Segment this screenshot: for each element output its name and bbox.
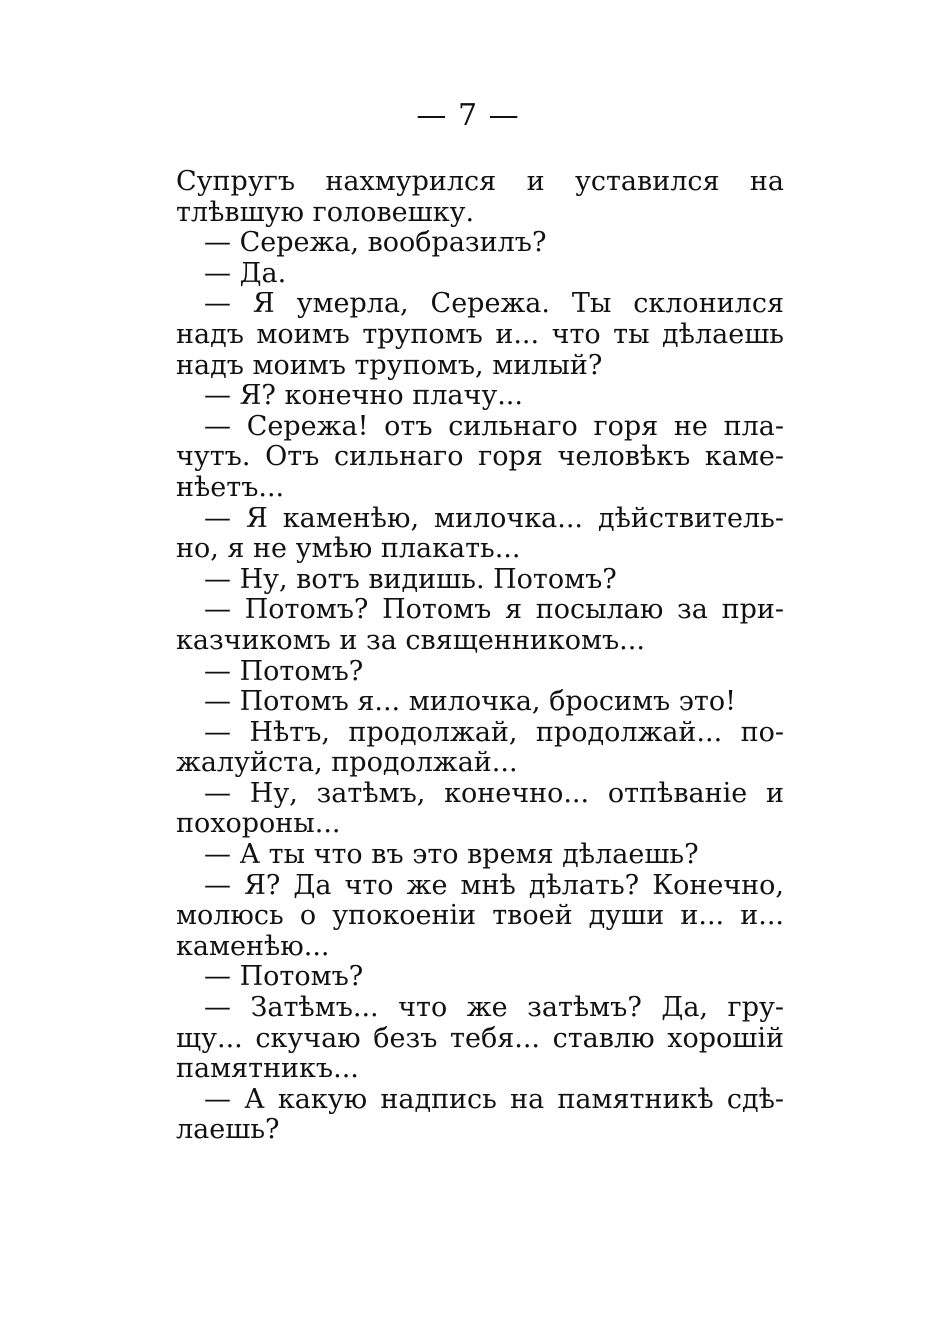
text-line: — Я умерла, Сережа. Ты склонился <box>204 288 784 320</box>
text-line: казчикомъ и за священникомъ... <box>176 624 645 656</box>
text-line: чутъ. Отъ сильнаго горя человѣкъ каме- <box>176 441 784 473</box>
text-line: нѣетъ... <box>176 471 285 503</box>
page-number: — 7 — <box>416 98 520 133</box>
text-line: — Да. <box>204 257 287 289</box>
text-line: — Я? Да что же мнѣ дѣлать? Конечно, <box>204 869 784 901</box>
text-line: — Я каменѣю, милочка... дѣйствитель- <box>204 502 784 534</box>
text-line: — Ну, затѣмъ, конечно... отпѣваніе и <box>204 777 784 809</box>
text-line: Супругъ нахмурился и уставился на <box>176 166 784 197</box>
text-line: каменѣю... <box>176 930 330 962</box>
text-line: — Я? конечно плачу... <box>204 380 523 412</box>
text-line: — А ты что въ это время дѣлаешь? <box>204 839 699 871</box>
text-line: — Затѣмъ... что же затѣмъ? Да, гру- <box>204 992 784 1024</box>
text-line: жалуйста, продолжай... <box>176 747 518 779</box>
text-line: — Потомъ? Потомъ я посылаю за при- <box>204 594 784 626</box>
text-line: — Сережа! отъ сильнаго горя не пла- <box>204 410 784 442</box>
text-line: — Потомъ я... милочка, бросимъ это! <box>204 686 736 718</box>
text-line: похороны... <box>176 808 341 840</box>
text-line: надъ моимъ трупомъ, милый? <box>176 349 603 381</box>
text-line: лаешь? <box>176 1114 280 1146</box>
text-line: щу... скучаю безъ тебя... ставлю хорошій <box>176 1022 784 1054</box>
text-line: но, я не умѣю плакать... <box>176 533 521 565</box>
text-line: — Потомъ? <box>204 961 364 993</box>
text-line: — А какую надпись на памятникѣ сдѣ- <box>204 1083 784 1115</box>
text-line: — Потомъ? <box>204 655 364 687</box>
text-line: памятникъ... <box>176 1053 359 1085</box>
text-line: — Нѣтъ, продолжай, продолжай... по- <box>204 716 784 748</box>
body-text <box>176 167 784 1146</box>
text-line: молюсь о упокоеніи твоей души и... и... <box>176 900 784 932</box>
text-line: — Ну, вотъ видишь. Потомъ? <box>204 563 617 595</box>
text-line: — Сережа, вообразилъ? <box>204 227 547 259</box>
text-line: тлѣвшую головешку. <box>176 196 475 228</box>
text-line: надъ моимъ трупомъ и... что ты дѣлаешь <box>176 318 784 350</box>
